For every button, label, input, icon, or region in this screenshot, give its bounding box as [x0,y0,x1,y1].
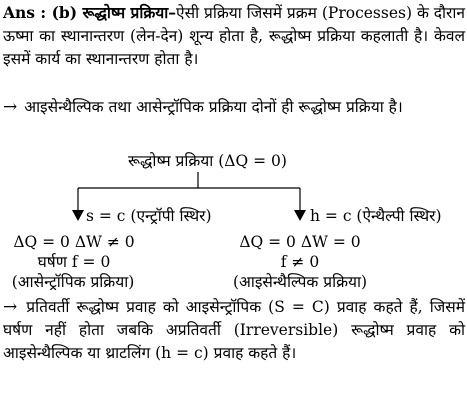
right-arrow-icon: → [3,297,18,317]
right-line3: (आइसेन्थैल्पिक प्रक्रिया) [232,273,368,291]
point-reversible-flow [3,296,465,365]
right-line2: f ≠ 0 [280,253,320,271]
left-line2: घर्षण f = 0 [37,253,111,271]
right-arrow-icon: → [3,97,18,117]
point-text: आइसेन्थैल्पिक तथा आसेन्ट्रॉपिक प्रक्रिया दोनों ही रूद्धोष्म प्रक्रिया है। [24,98,403,116]
diagram-root-label: रूद्धोष्म प्रक्रिया (ΔQ = 0) [128,152,287,170]
left-down-arrow-icon [72,210,84,221]
answer-label: Ans : (b) रूद्धोष्म प्रक्रिया– [3,3,177,22]
left-line3: (आसेन्ट्रॉपिक प्रक्रिया) [11,273,135,291]
answer-text: ऐसी प्रक्रिया जिसमें प्रक्रम (Processes) के दौरान ऊष्मा का स्थानान्तरण (लेन-देन) शून्य होता है, रूद्धोष्म प्रक्रिया कहलाती है। केवल इसमें कार्य का स्थानान्तरण होता है। [3,4,466,68]
left-branch-head: s = c (एन्ट्रॉपी स्थिर) [86,207,212,225]
right-branch-head: h = c (ऐन्थैल्पी स्थिर) [310,207,442,225]
right-down-arrow-icon [294,210,306,221]
left-line1: ΔQ = 0 ΔW ≠ 0 [13,233,135,251]
right-line1: ΔQ = 0 ΔW = 0 [239,233,361,251]
point-text: प्रतिवर्ती रूद्धोष्म प्रवाह को आइसेन्ट्रॉपिक (S = C) प्रवाह कहते हैं, जिसमें घर्षण नहीं होता जबकि अप्रतिवर्ती (Irreversible) रूद्धोष्म प्रवाह को आइसेन्थैल्पिक या थ्राटलिंग (h = c) प्रवाह कहते हैं। [3,298,465,362]
